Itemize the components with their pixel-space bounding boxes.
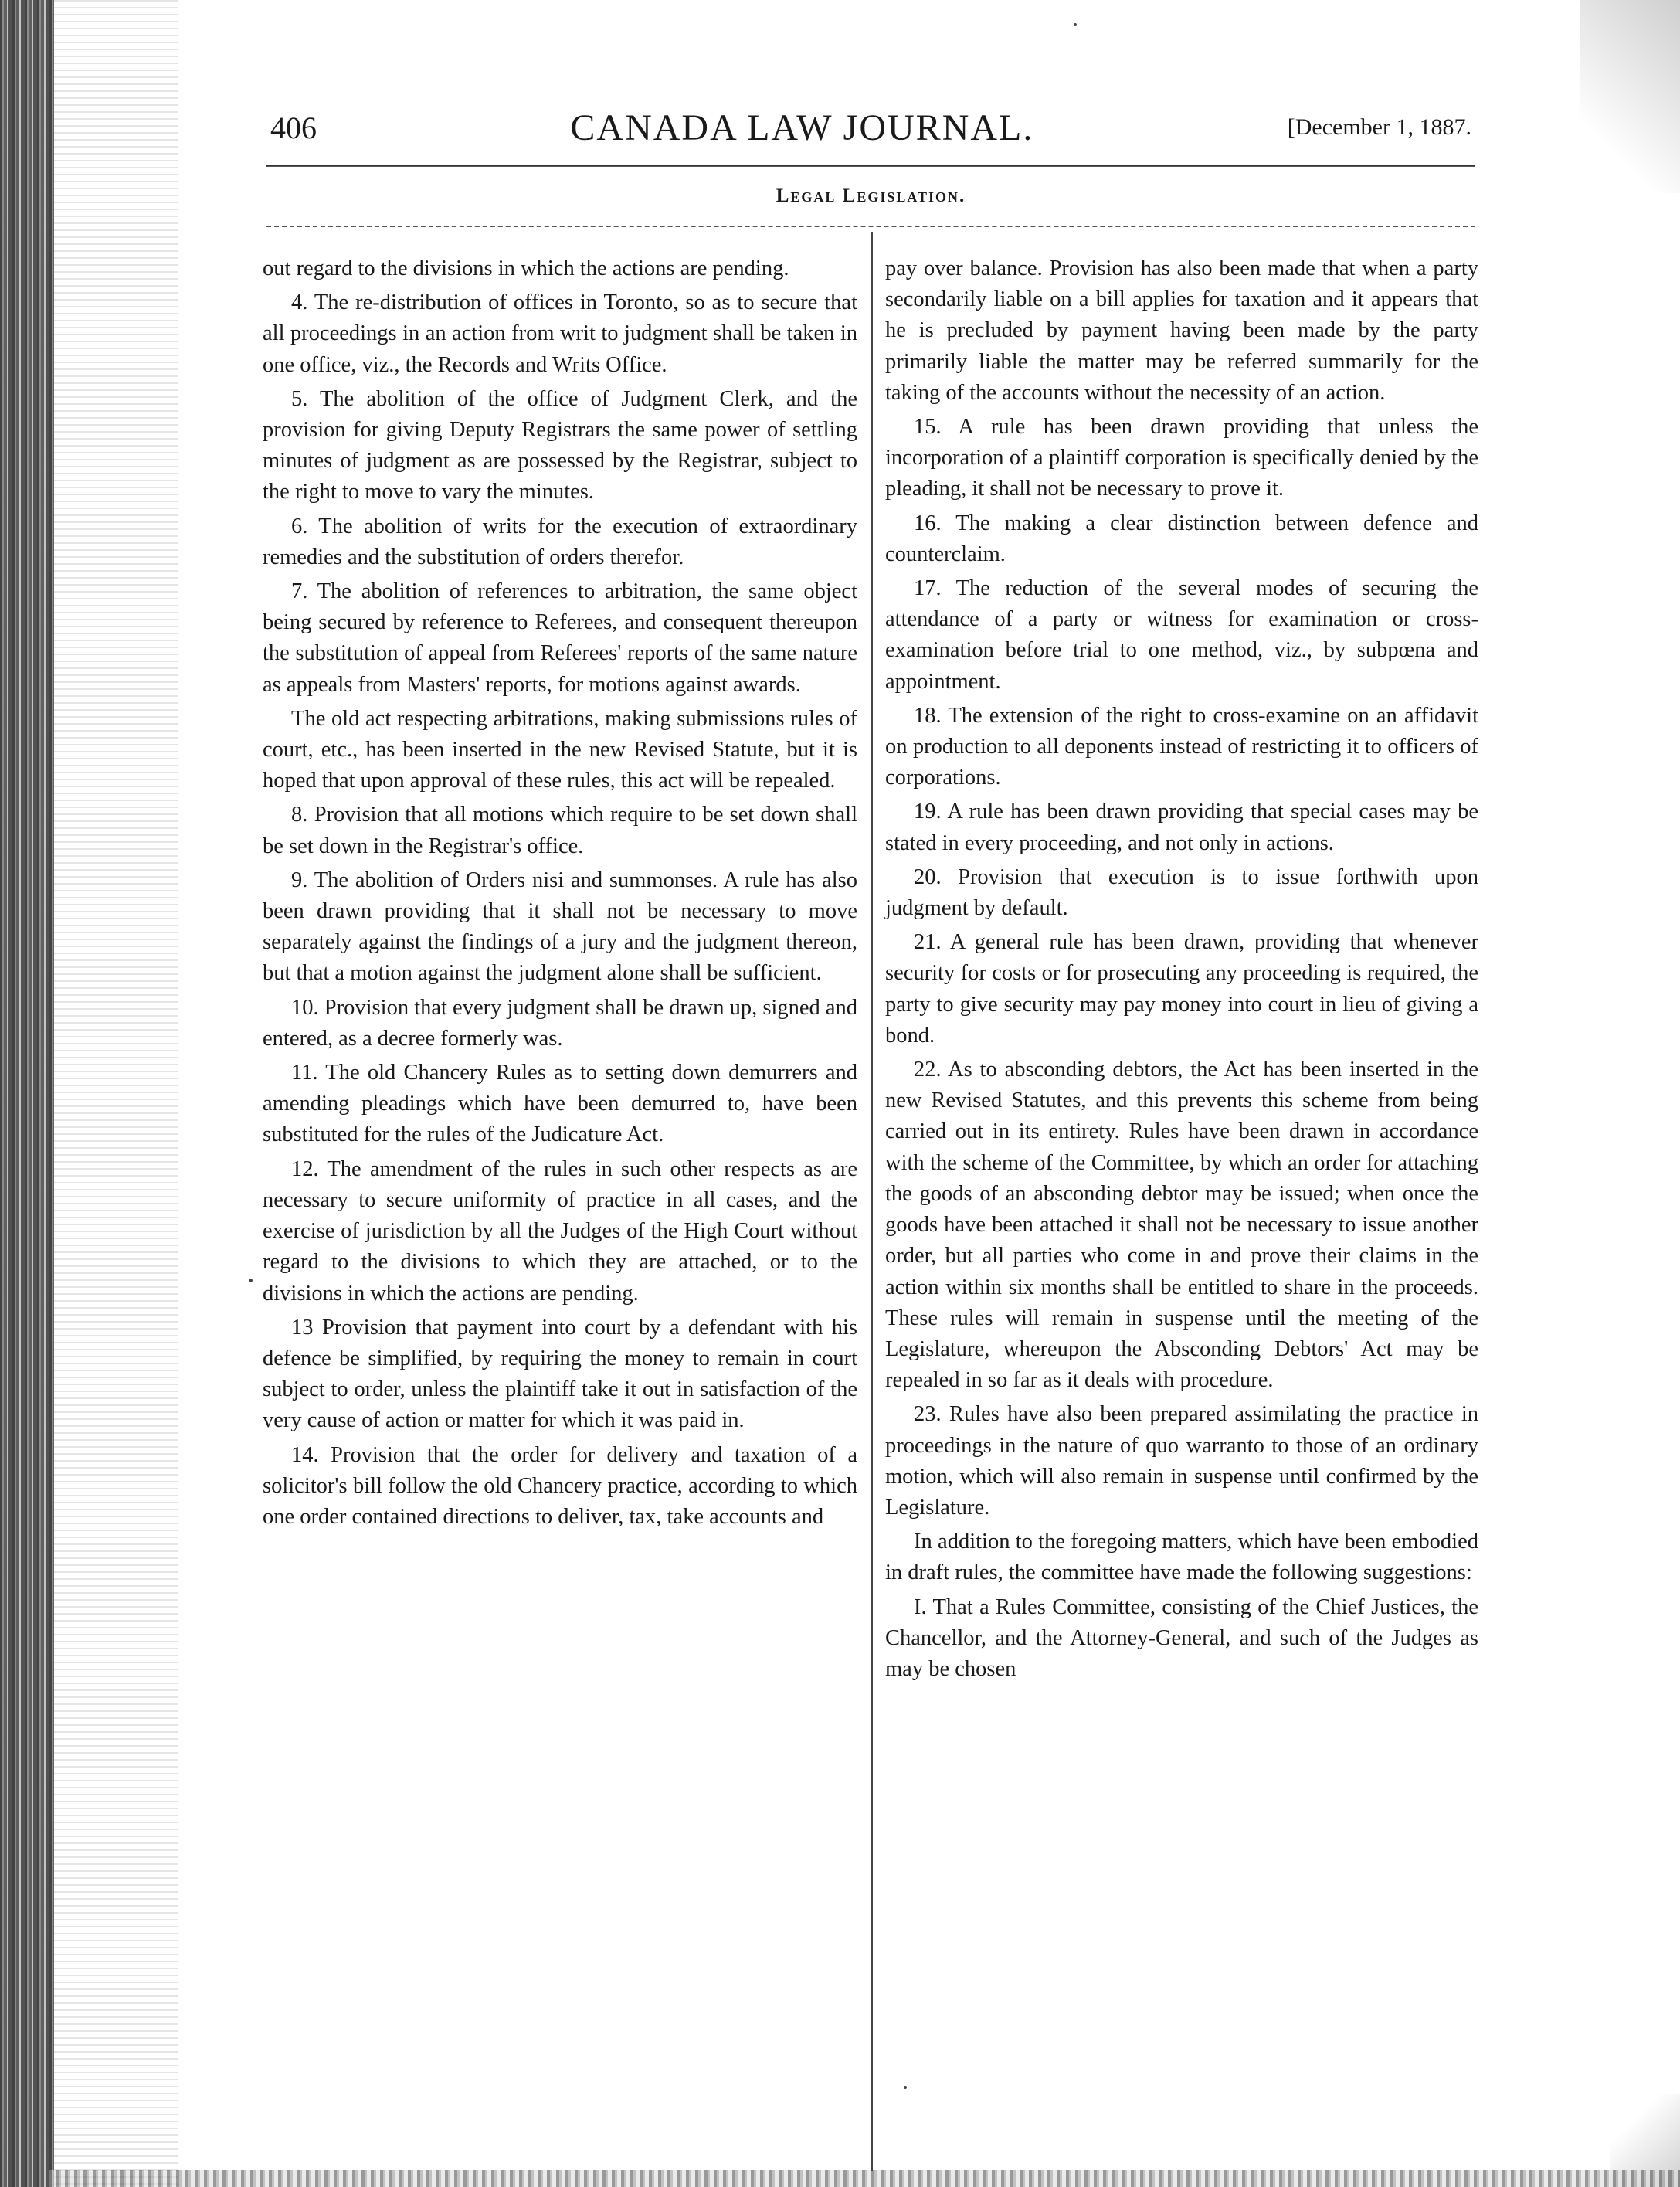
paragraph: I. That a Rules Committee, consisting of the Chief Justices, the Chancellor, and the Attorney-General, and such of the Judges as may be chosen	[885, 1594, 1478, 1681]
paragraph: 12. The amendment of the rules in such other respects as are necessary to secure uniformity of practice in all cases, and the exercise of jurisdiction by all the Judges of the High Court without regard to the divisions to which they are attached, or to the divisions in which the actions are pending.	[263, 1156, 857, 1306]
print-speck	[1074, 23, 1077, 26]
paragraph: 6. The abolition of writs for the execution of extraordinary remedies and the substitution of orders therefor.	[263, 514, 857, 569]
page-number: 406	[270, 110, 317, 145]
paragraph: 22. As to absconding debtors, the Act has been inserted in the new Revised Statutes, and this prevents this scheme from being carried out in its entirety. Rules have been drawn in accordance with the scheme of the Committee, by which an order for attaching the goods of an absconding debtor may be issued; when once the goods have been attached it shall not be necessary to issue another order, but all parties who come in and prove their claims in the action within six months shall be entitled to share in the proceeds. These rules will remain in suspense until the meeting of the Legislature, whereupon the Absconding Debtors' Act may be repealed in so far as it deals with procedure.	[885, 1058, 1478, 1393]
paragraph: 16. The making a clear distinction between defence and counterclaim.	[885, 511, 1478, 566]
paragraph: 19. A rule has been drawn providing that special cases may be stated in every proceeding, and not only in actions.	[885, 800, 1478, 855]
header-rule	[266, 165, 1475, 167]
issue-date: [December 1, 1887.	[1287, 114, 1471, 140]
paragraph: 13 Provision that payment into court by a defendant with his defence be simplified, by requiring the money to remain in court subject to order, unless the plaintiff take it out in satisfaction of the very cause of action or matter for which it was paid in.	[263, 1315, 857, 1433]
paragraph: In addition to the foregoing matters, which have been embodied in draft rules, the committee have made the following suggestions:	[885, 1530, 1478, 1585]
page-corner-top-right	[1580, 0, 1680, 193]
paragraph: 10. Provision that every judgment shall be drawn up, signed and entered, as a decree formerly was.	[263, 995, 858, 1051]
binding-shadow	[54, 0, 178, 2187]
paragraph: 21. A general rule has been drawn, providing that whenever security for costs or for prosecuting any proceeding is required, the party to give security may pay money into court in lieu of giving a bond.	[885, 930, 1478, 1048]
paragraph: 9. The abolition of Orders nisi and summonses. A rule has also been drawn providing that it shall not be necessary to move separately against the findings of a jury and the judgment thereon, but that a motion against the judgment alone shall be sufficient.	[263, 868, 857, 986]
paragraph: 11. The old Chancery Rules as to setting down demurrers and amending pleadings which have been demurred to, have been substituted for the rules of the Judicature Act.	[263, 1061, 857, 1147]
paragraph: 7. The abolition of references to arbitration, the same object being secured by reference to Referees, and consequent thereupon the substitution of appeal from Referees' reports of the same nature as appeals from Masters' reports, for motions against awards.	[263, 579, 857, 697]
paragraph: 15. A rule has been drawn providing that unless the incorporation of a plaintiff corporation is specifically denied by the pleading, it shall not be necessary to prove it.	[885, 415, 1478, 501]
running-header	[270, 100, 1471, 155]
print-speck	[249, 1279, 253, 1282]
right-column	[885, 253, 1478, 1688]
column-divider	[871, 232, 873, 2171]
left-column	[263, 253, 857, 1536]
paragraph: 23. Rules have also been prepared assimilating the practice in proceedings in the nature of quo warranto to those of an ordinary motion, which will also remain in suspense until confirmed by the Legislature.	[885, 1402, 1478, 1520]
page-bottom-edge	[46, 2170, 1680, 2187]
section-title: Legal Legislation.	[776, 185, 966, 206]
paragraph: 4. The re-distribution of offices in Toronto, so as to secure that all proceedings in an action from writ to judgment shall be taken in one office, viz., the Records and Writs Office.	[263, 290, 857, 377]
paragraph: 8. Provision that all motions which require to be set down shall be set down in the Registrar's office.	[263, 803, 857, 858]
paragraph: out regard to the divisions in which the actions are pending.	[263, 256, 789, 280]
book-binding-edge	[0, 0, 54, 2187]
print-speck	[904, 2086, 907, 2089]
paragraph: 17. The reduction of the several modes of securing the attendance of a party or witness for examination or cross-examination before trial to one method, viz., by subpœna and appointment.	[885, 576, 1478, 694]
paragraph: 20. Provision that execution is to issue forthwith upon judgment by default.	[885, 864, 1478, 921]
paragraph: pay over balance. Provision has also been made that when a party secondarily liable on a bill applies for taxation and it appears that he is precluded by payment having been made by the party primarily liable the matter may be referred summarily for the taking of the accounts without the necessity of an action.	[885, 256, 1478, 405]
paragraph: 18. The extension of the right to cross-examine on an affidavit on production to all deponents instead of restricting it to officers of corporations.	[885, 703, 1478, 790]
section-rule	[266, 226, 1475, 227]
paragraph: The old act respecting arbitrations, making submissions rules of court, etc., has been inserted in the new Revised Statute, but it is hoped that upon approval of these rules, this act will be repealed.	[263, 706, 857, 793]
paragraph: 14. Provision that the order for delivery and taxation of a solicitor's bill follow the old Chancery practice, according to which one order contained directions to deliver, tax, take accounts and	[263, 1442, 857, 1529]
journal-title: CANADA LAW JOURNAL.	[570, 107, 1034, 148]
paragraph: 5. The abolition of the office of Judgment Clerk, and the provision for giving Deputy Registrars the same power of settling minutes of judgment as are possessed by the Registrar, subject to the right to move to vary the minutes.	[263, 386, 857, 504]
